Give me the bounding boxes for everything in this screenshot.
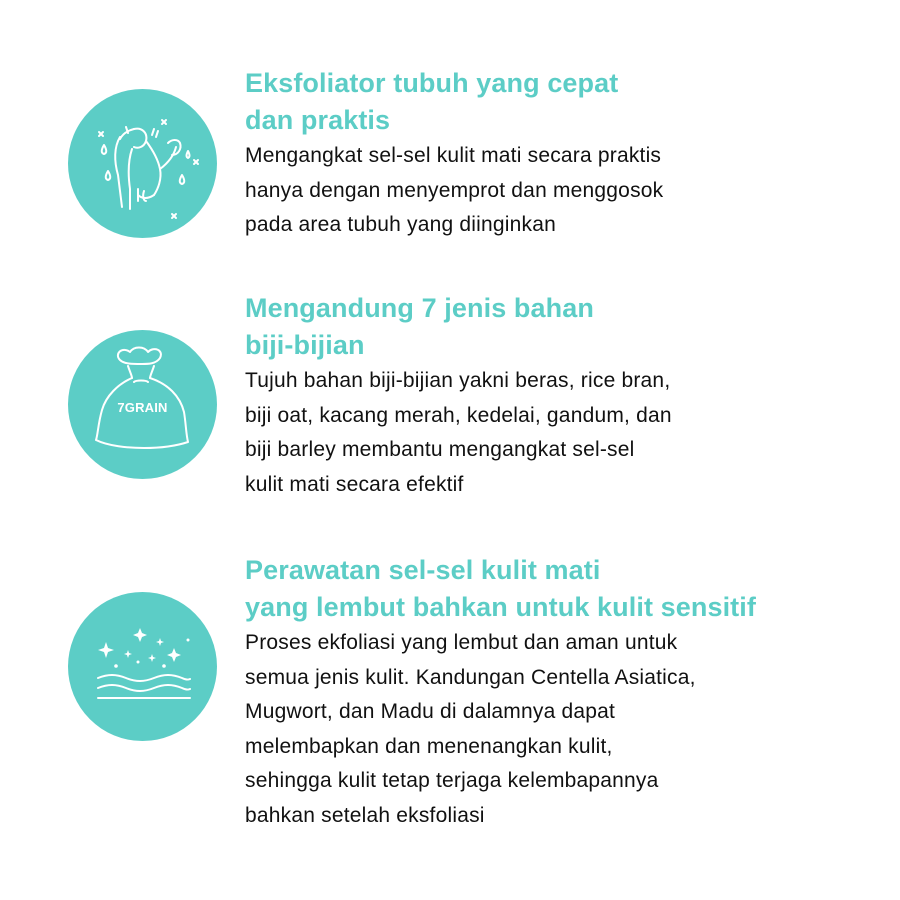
feature-title: Mengandung 7 jenis bahan biji-bijian [245, 293, 594, 360]
grain-sack-label: 7GRAIN [117, 400, 168, 415]
feature-description: Proses ekfoliasi yang lembut dan aman untuk semua jenis kulit. Kandungan Centella Asiatica, Mugwort, dan Madu di dalamnya dapat melembapkan dan menenangkan kulit, sehingga kulit tetap terjaga kelembapannya bahkan setelah eksfoliasi [245, 631, 696, 827]
sparkle-waves-icon [68, 592, 217, 741]
shower-scrub-icon [68, 89, 217, 238]
feature-text [245, 65, 865, 243]
feature-description: Tujuh bahan biji-bijian yakni beras, rice bran, biji oat, kacang merah, kedelai, gandum, dan biji barley membantu mengangkat sel-sel kulit mati secara efektif [245, 369, 672, 496]
feature-text [245, 290, 865, 502]
feature-text [245, 552, 865, 833]
grain-sack-icon [68, 330, 217, 479]
feature-description: Mengangkat sel-sel kulit mati secara praktis hanya dengan menyemprot dan menggosok pada area tubuh yang diinginkan [245, 144, 664, 236]
feature-title: Perawatan sel-sel kulit mati yang lembut bahkan untuk kulit sensitif [245, 555, 756, 622]
feature-title: Eksfoliator tubuh yang cepat dan praktis [245, 68, 619, 135]
